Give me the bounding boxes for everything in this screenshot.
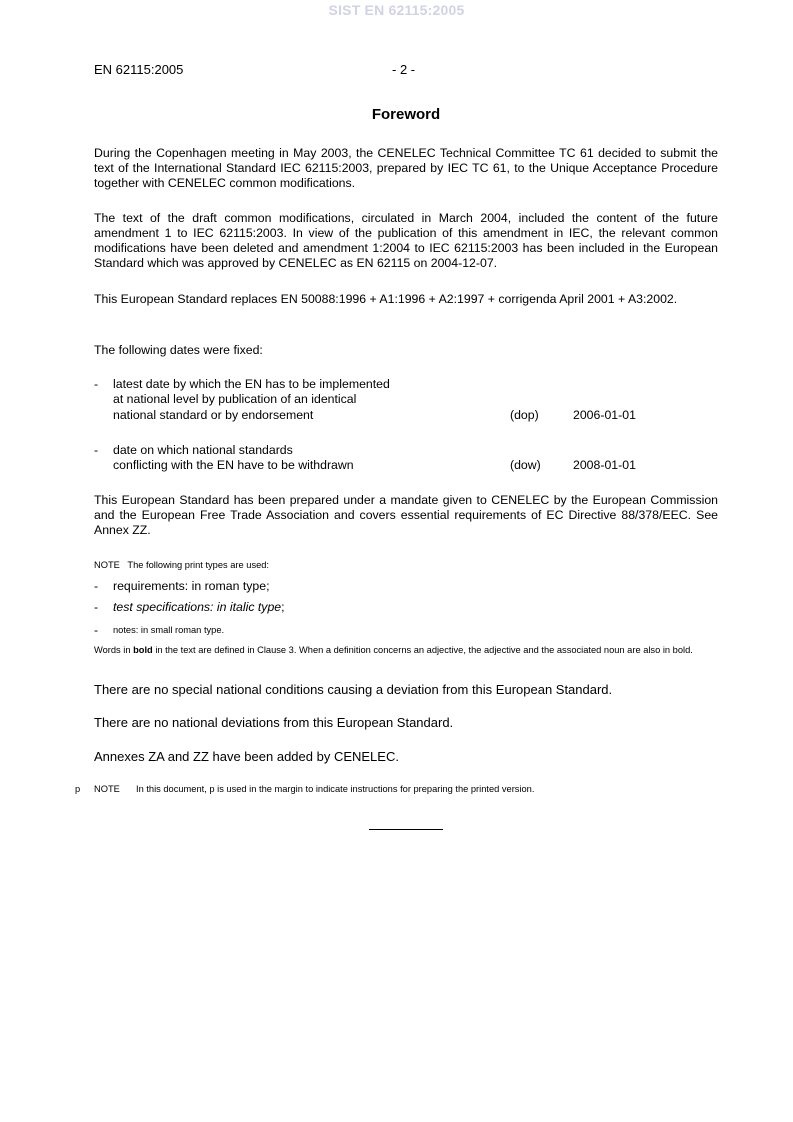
- print-type-small: notes: in small roman type.: [113, 625, 225, 635]
- bold-note-before: Words in: [94, 645, 134, 655]
- paragraph-replaces: This European Standard replaces EN 50088:1996 + A1:1996 + A2:1997 + corrigenda April 2001 + A3:2002.: [94, 292, 678, 306]
- print-type-roman: requirements: in roman type;: [113, 579, 270, 593]
- paragraph-mandate: This European Standard has been prepared under a mandate given to CENELEC by the European Commission and the European Free Trade Association and covers essential requirements of EC Directive 88/378/EEC. See Annex ZZ.: [94, 493, 718, 537]
- list-dash: -: [94, 377, 99, 391]
- end-rule: [369, 829, 443, 830]
- statement-annexes: Annexes ZA and ZZ have been added by CENELEC.: [94, 749, 399, 764]
- paragraph-copenhagen-meeting: During the Copenhagen meeting in May 2003, the CENELEC Technical Committee TC 61 decided to submit the text of the International Standard IEC 62115:2003, prepared by IEC TC 61, to the Unique Acceptance Procedure together with CENELEC common modifications.: [94, 146, 718, 190]
- margin-note-text: In this document, p is used in the margin to indicate instructions for preparing the printed version.: [136, 784, 535, 794]
- note-label: NOTE: [94, 560, 120, 570]
- date-value: 2008-01-01: [573, 458, 636, 472]
- date-code: (dow): [510, 458, 541, 472]
- date-item-text-line: national standard or by endorsement: [113, 408, 314, 422]
- watermark: SIST EN 62115:2005: [328, 2, 465, 18]
- italic-suffix: ;: [281, 600, 285, 614]
- list-dash: -: [94, 623, 99, 637]
- margin-note-label: NOTE: [94, 784, 120, 794]
- page-title: Foreword: [371, 106, 441, 123]
- paragraph-draft-modifications: The text of the draft common modifications, circulated in March 2004, included the content of the future amendment 1 to IEC 62115:2003. In view of the publication of this amendment in IEC, the relevant common modifications have been deleted and amendment 1:2004 to IEC 62115:2003 has been included in the European Standard which was approved by CENELEC as EN 62115 on 2004-12-07.: [94, 211, 718, 270]
- date-item-text-line: conflicting with the EN have to be withdrawn: [113, 458, 354, 472]
- date-item-text-line: date on which national standards: [113, 443, 293, 457]
- bold-note-bold: bold: [133, 645, 153, 655]
- date-value: 2006-01-01: [573, 408, 636, 422]
- list-dash: -: [94, 600, 99, 614]
- list-dash: -: [94, 579, 99, 593]
- statement-special-conditions: There are no special national conditions causing a deviation from this European Standard.: [94, 682, 613, 697]
- note-text: The following print types are used:: [127, 560, 270, 570]
- list-dash: -: [94, 443, 99, 457]
- header-page-number: - 2 -: [392, 62, 416, 77]
- note-print-types: [94, 560, 269, 571]
- date-code: (dop): [510, 408, 539, 422]
- header-document-id: EN 62115:2005: [94, 62, 184, 77]
- print-type-italic: [113, 600, 285, 615]
- bold-definition-note: [94, 645, 718, 656]
- date-item-text-line: latest date by which the EN has to be implemented: [113, 377, 390, 391]
- italic-text: test specifications: in italic type: [113, 600, 282, 614]
- date-item-text-line: at national level by publication of an identical: [113, 392, 357, 406]
- margin-marker: p: [75, 784, 81, 794]
- statement-national-deviations: There are no national deviations from this European Standard.: [94, 715, 454, 730]
- paragraph-dates-intro: The following dates were fixed:: [94, 343, 263, 357]
- bold-note-after: in the text are defined in Clause 3. When a definition concerns an adjective, the adjective and the associated noun are also in bold.: [152, 645, 693, 655]
